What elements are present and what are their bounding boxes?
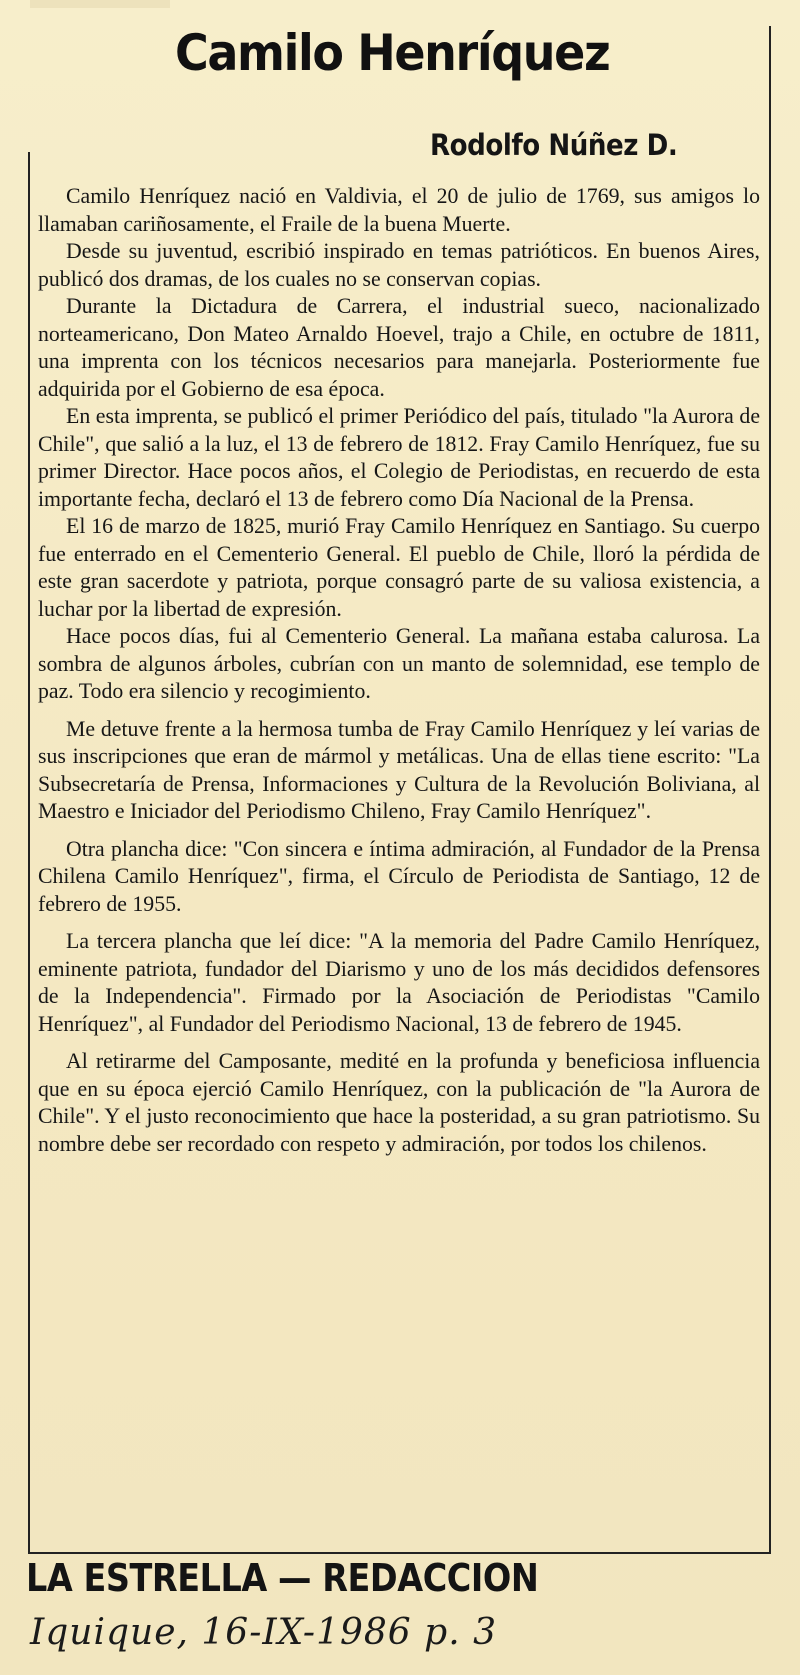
- newspaper-name: LA ESTRELLA — REDACCION: [26, 1556, 539, 1600]
- article-paragraph: Durante la Dictadura de Carrera, el industrial sueco, nacionalizado norteamericano, Don Mateo Arnaldo Hoevel, trajo a Chile, en octubre de 1811, una imprenta con los técnicos necesarios para manejarla. Posteriormente fue adquirida por el Gobierno de esa época.: [38, 294, 760, 401]
- article-paragraph: Desde su juventud, escribió inspirado en temas patrióticos. En buenos Aires, publicó dos dramas, de los cuales no se conservan copias.: [38, 239, 760, 291]
- handwritten-source-note: Iquique, 16-IX-1986 p. 3: [30, 1612, 497, 1653]
- article-body: [38, 183, 760, 1158]
- article-frame-right-rule: [769, 26, 771, 1552]
- article-author: Rodolfo Núñez D.: [430, 128, 678, 162]
- article-paragraph: Hace pocos días, fui al Cementerio General. La mañana estaba calurosa. La sombra de algunos árboles, cubrían con un manto de solemnidad, ese templo de paz. Todo era silencio y recogimiento.: [38, 624, 760, 703]
- article-paragraph: La tercera plancha que leí dice: "A la memoria del Padre Camilo Henríquez, eminente patriota, fundador del Diarismo y uno de los más decididos defensores de la Independencia". Firmado por la Asociación de Periodistas "Camilo Henríquez", al Fundador del Periodismo Nacional, 13 de febrero de 1945.: [38, 929, 760, 1036]
- article-headline: Camilo Henríquez: [175, 24, 610, 82]
- article-paragraph: Camilo Henríquez nació en Valdivia, el 20 de julio de 1769, sus amigos lo llamaban cariñosamente, el Fraile de la buena Muerte.: [38, 184, 760, 236]
- article-paragraph: Me detuve frente a la hermosa tumba de Fray Camilo Henríquez y leí varias de sus inscripciones que eran de mármol y metálicas. Una de ellas tiene escrito: "La Subsecretaría de Prensa, Informaciones y Cultura de la Revolución Boliviana, al Maestro e Iniciador del Periodismo Chileno, Fray Camilo Henríquez".: [38, 716, 760, 823]
- article-frame-bottom-rule: [28, 1552, 771, 1554]
- article-frame-left-rule: [28, 152, 30, 1552]
- article-paragraph: Al retirarme del Camposante, medité en la profunda y beneficiosa influencia que en su época ejerció Camilo Henríquez, con la publicación de "la Aurora de Chile". Y el justo reconocimiento que hace la posteridad, a su gran patriotismo. Su nombre debe ser recordado con respeto y admiración, por todos los chilenos.: [38, 1049, 760, 1156]
- article-paragraph: Otra plancha dice: "Con sincera e íntima admiración, al Fundador de la Prensa Chilena Camilo Henríquez", firma, el Círculo de Periodista de Santiago, 12 de febrero de 1955.: [38, 836, 760, 916]
- article-paragraph: El 16 de marzo de 1825, murió Fray Camilo Henríquez en Santiago. Su cuerpo fue enterrado en el Cementerio General. El pueblo de Chile, lloró la pérdida de este gran sacerdote y patriota, porque consagró parte de su valiosa existencia, a luchar por la libertad de expresión.: [38, 514, 760, 621]
- paper-edge-strip: [30, 0, 170, 8]
- article-paragraph: En esta imprenta, se publicó el primer Periódico del país, titulado "la Aurora de Chile", que salió a la luz, el 13 de febrero de 1812. Fray Camilo Henríquez, fue su primer Director. Hace pocos años, el Colegio de Periodistas, en recuerdo de esta importante fecha, declaró el 13 de febrero como Día Nacional de la Prensa.: [38, 404, 760, 511]
